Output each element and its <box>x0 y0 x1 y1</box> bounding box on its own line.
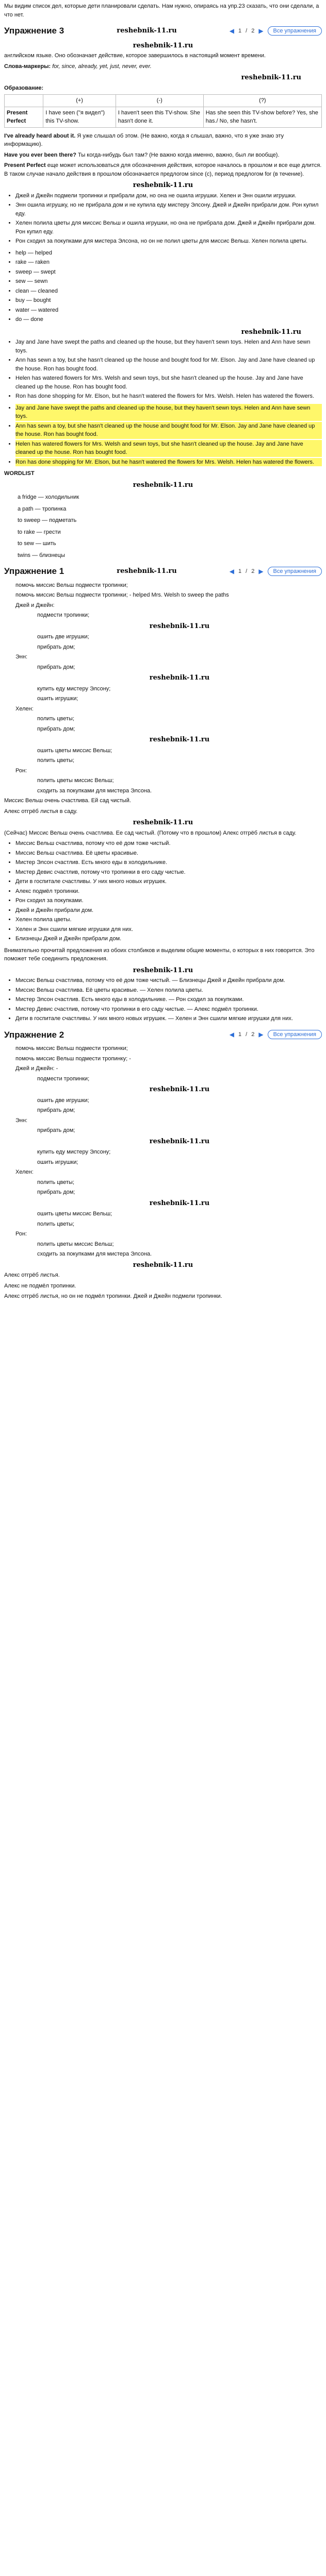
task-item: подмести тропинки; <box>37 1075 90 1082</box>
task-item: полить цветы; <box>37 1221 74 1227</box>
list-item: a path — тропинка <box>18 505 67 512</box>
table-corner <box>5 95 43 107</box>
pp-rule-label: Present Perfect <box>4 162 46 168</box>
list-item: to rake — грести <box>18 529 61 535</box>
task-item: полить цветы; <box>37 716 74 722</box>
pager <box>230 26 322 36</box>
list-item: twins — близнецы <box>18 552 65 558</box>
watermark: reshebnik-11.ru <box>133 481 193 489</box>
task-item: ошить цветы миссис Вельш; <box>37 747 112 754</box>
pp-rule <box>4 161 322 178</box>
task-item: купить еду мистеру Элсону; <box>37 685 111 692</box>
list-item: • clean — cleaned <box>15 287 322 296</box>
list-item: • Рон сходил за покупками. <box>15 896 322 905</box>
table-row-label: Present Perfect <box>5 107 43 127</box>
watermark: reshebnik-11.ru <box>133 819 193 826</box>
task-item: ошить игрушки; <box>37 1159 78 1165</box>
list-item: • sweep — swept <box>15 268 322 277</box>
list-item: • Helen has watered flowers for Mrs. Welsh and sewn toys, but she hasn't cleaned up the house. Jay and Jane have cleaned up the house. Ron has bought food. <box>15 440 322 457</box>
wordlist-title: WORDLIST <box>4 470 35 477</box>
task-item: ошить цветы миссис Вельш; <box>37 1211 112 1217</box>
table-header-minus: (-) <box>116 95 203 107</box>
list-item: • Jay and Jane have swept the paths and cleaned up the house, but they haven't sewn toys. Helen and Ann have sewn toys. <box>15 338 322 355</box>
watermark: reshebnik-11.ru <box>133 41 193 49</box>
example-1-en: I've already heard about it. <box>4 132 76 139</box>
all-exercises-button[interactable]: Все упражнения <box>268 1030 322 1039</box>
watermark: reshebnik-11.ru <box>133 181 193 189</box>
all-exercises-button[interactable]: Все упражнения <box>268 567 322 576</box>
exercise-header-1 <box>4 24 322 38</box>
task-item: подмести тропинки; <box>37 612 90 618</box>
table-cell-minus: I haven't seen this TV-show. She hasn't done it. <box>116 107 203 127</box>
list-item: • Рон сходил за покупками для мистера Элсона, но он не полил цветы для миссис Вельш. Хелен полила цветы. <box>15 237 322 246</box>
list-item: • Дети в госпитале счастливы. У них много новых игрушек. <box>15 877 322 886</box>
tail-line: Алекс отгрёб листья. <box>4 1272 60 1278</box>
task-line: помочь миссис Вельш подмести тропинки; <box>15 1045 128 1052</box>
list-item: • Мистер Девис счастлив, потому что тропинки в его саду чистые. <box>15 868 322 877</box>
list-item: • buy — bought <box>15 296 322 305</box>
para-2-line: Миссис Вельш очень счастлива. Ей сад чистый. <box>4 798 131 804</box>
pager <box>230 1030 322 1039</box>
exercise-title: Упражнение 1 <box>4 566 64 576</box>
page-current: 1 <box>238 1031 242 1038</box>
page-next: 2 <box>251 27 255 34</box>
next-arrow-icon[interactable]: ▶ <box>258 27 264 35</box>
task-person: Хелен: <box>15 1169 34 1175</box>
exercise-title: Упражнение 3 <box>4 26 64 36</box>
prev-arrow-icon[interactable]: ◀ <box>229 1031 235 1039</box>
intro-text: Мы видим список дел, которые дети планировали сделать. Нам нужно, опираясь на упр.23 сказать, что они сделали, а что нет. <box>4 3 319 18</box>
watermark: reshebnik-11.ru <box>241 74 301 81</box>
answers-list <box>4 338 322 401</box>
list-item: • Миссис Вельш счастлива. Её цветы красивые. — Хелен полила цветы. <box>15 986 322 995</box>
list-ru-3 <box>4 839 322 943</box>
list-item: • Джей и Джейн подмели тропинки и прибрали дом, но она не ошила игрушки. Хелен и Энн ошили игрушки. <box>15 192 322 200</box>
page-sep: / <box>246 568 248 574</box>
list-item: • sew — sewn <box>15 277 322 286</box>
example-1-tr: Я уже слышал об этом. (Не важно, когда я слышал, важно, что я уже знаю эту информацию). <box>4 132 284 147</box>
list-item: • Алекс подмёл тропинки. <box>15 887 322 896</box>
task-person: Рон: <box>15 767 27 774</box>
watermark: reshebnik-11.ru <box>149 1086 210 1093</box>
task-item: прибрать дом; <box>37 664 75 670</box>
markers-line <box>4 62 322 71</box>
task-item: сходить за покупками для мистера Элсона. <box>37 787 152 794</box>
task-person: Джей и Джейн: <box>15 602 55 608</box>
list-item: • Дети в госпитале счастливы. У них много новых игрушек. — Хелен и Энн сшили мягкие игрушки для них. <box>15 1014 322 1023</box>
list-item: • Энн ошила игрушку, но не прибрала дом и не купила еду мистеру Элсону. Джей и Джейн прибрали дом. Рон купил еду. <box>15 201 322 218</box>
all-exercises-button[interactable]: Все упражнения <box>268 26 322 36</box>
task-item: ошить две игрушки; <box>37 634 89 640</box>
list-item: • Джей и Джейн прибрали дом. <box>15 906 322 915</box>
exercise-title: Упражнение 2 <box>4 1029 64 1040</box>
list-item: • Хелен полила цветы для миссис Вельш и ошила игрушки, но она не прибрала дом. Джей и Джейн прибрали дом. Рон купил еду. <box>15 219 322 236</box>
prev-arrow-icon[interactable]: ◀ <box>229 27 234 35</box>
exercise-header-2 <box>4 565 322 578</box>
formation-table <box>4 94 322 128</box>
task-line: помочь миссис Вельш подмести тропинки; <box>15 582 128 588</box>
list-item: • Ann has sewn a toy, but she hasn't cleaned up the house and bought food for Mr. Elson. Jay and Jane have cleaned up the house. Ron has bought food. <box>15 356 322 373</box>
watermark: reshebnik-11.ru <box>117 27 177 35</box>
watermark: reshebnik-11.ru <box>149 736 210 743</box>
task-item: прибрать дом; <box>37 1189 75 1195</box>
list-ru-4 <box>4 976 322 1023</box>
table-cell-question: Has she seen this TV-show before? Yes, she has./ No, she hasn't. <box>203 107 321 127</box>
list-item: • Миссис Вельш счастлива, потому что её дом тоже чистый. — Близнецы Джей и Джейн прибрали дом. <box>15 976 322 985</box>
para-2-line: Алекс отгрёб листья в саду. <box>4 808 78 815</box>
list-item: • water — watered <box>15 306 322 315</box>
list-item: • Хелен полила цветы. <box>15 916 322 924</box>
list-item: • Jay and Jane have swept the paths and cleaned up the house, but they haven't sewn toys. Helen and Ann have sewn toys. <box>15 404 322 421</box>
task-item: полить цветы миссис Вельш; <box>37 1241 114 1247</box>
task-person: Джей и Джейн: - <box>15 1065 58 1072</box>
task-person: Рон: <box>15 1231 27 1237</box>
exercise-header-3 <box>4 1028 322 1042</box>
task-line: помочь миссис Вельш подмести тропинки; - helped Mrs. Welsh to sweep the paths <box>15 592 229 598</box>
page-current: 1 <box>238 568 242 574</box>
table-header-plus: (+) <box>43 95 116 107</box>
prev-arrow-icon[interactable]: ◀ <box>229 567 234 575</box>
example-2 <box>4 151 322 160</box>
table-header-question: (?) <box>203 95 321 107</box>
markers-label: Слова-маркеры: <box>4 63 51 70</box>
page-sep: / <box>246 27 248 34</box>
tail-line: Алекс не подмёл тропинки. <box>4 1282 76 1289</box>
list-item: • Ann has sewn a toy, but she hasn't cleaned up the house and bought food for Mr. Elson. Jay and Jane have cleaned up the house. Ron has bought food. <box>15 422 322 439</box>
list-item: to sweep — подметать <box>18 517 77 523</box>
markers-text: for, since, already, yet, just, never, ever. <box>52 63 152 70</box>
list-item: • Миссис Вельш счастлива. Её цветы красивые. <box>15 849 322 858</box>
list-item: • Мистер Девис счастлив, потому что тропинки в его саду чистые. — Алекс подмёл тропинки. <box>15 1005 322 1014</box>
watermark: reshebnik-11.ru <box>149 1137 210 1145</box>
example-2-tr: Ты когда-нибудь был там? (Не важно когда именно, важно, был ли вообще). <box>78 151 280 158</box>
task-item: прибрать дом; <box>37 725 75 732</box>
task-item: ошить игрушки; <box>37 696 78 702</box>
next-arrow-icon[interactable]: ▶ <box>258 567 264 575</box>
page-current: 1 <box>238 27 242 34</box>
theory-line: английском языке. Оно обозначает действие, которое завершилось в настоящий момент времени. <box>4 53 266 59</box>
pp-rule-text: еще может использоваться для обозначения действия, которое началось в прошлом и все еще длится. В таком случае начало действия в прошлом обозначается предлогом since (с), период предлогом for (в течение). <box>4 162 322 177</box>
watermark: reshebnik-11.ru <box>133 966 193 974</box>
formation-label: Образование: <box>4 84 44 91</box>
page-sep: / <box>246 1031 248 1038</box>
task-item: полить цветы; <box>37 757 74 764</box>
watermark: reshebnik-11.ru <box>149 674 210 682</box>
list-item: • Helen has watered flowers for Mrs. Welsh and sewn toys, but she hasn't cleaned up the house. Jay and Jane have cleaned up the house. Ron has bought food. <box>15 374 322 391</box>
list-item: • help — helped <box>15 249 322 258</box>
example-1 <box>4 132 322 149</box>
task-item: полить цветы миссис Вельш; <box>37 777 114 784</box>
watermark: reshebnik-11.ru <box>241 328 301 336</box>
list-ru-1 <box>4 192 322 246</box>
tail-line: Алекс отгрёб листья, но он не подмёл тропинки. Джей и Джейн подмели тропинки. <box>4 1293 222 1299</box>
task-person: Хелен: <box>15 705 34 712</box>
list-item: • Ron has done shopping for Mr. Elson, but he hasn't watered the flowers for Mrs. Welsh. Helen has watered the flowers. <box>15 392 322 401</box>
list-item: • Миссис Вельш счастлива, потому что её дом тоже чистый. <box>15 839 322 848</box>
para-3: Внимательно прочитай предложения из обоих столбиков и выделим общие моменты, о которых в них говорится. Это поможет тебе соединить предложения. <box>4 947 315 962</box>
task-item: сходить за покупками для мистера Элсона. <box>37 1251 152 1257</box>
pager <box>230 567 322 576</box>
example-2-en: Have you ever been there? <box>4 151 77 158</box>
list-item: • Близнецы Джей и Джейн прибрали дом. <box>15 935 322 943</box>
task-line: помочь миссис Вельш подмести тропинку; - <box>15 1055 131 1062</box>
watermark: reshebnik-11.ru <box>149 622 210 630</box>
task-item: купить еду мистеру Элсону; <box>37 1149 111 1155</box>
wordlist <box>4 493 322 560</box>
watermark: reshebnik-11.ru <box>117 567 177 575</box>
page-next: 2 <box>251 1031 255 1038</box>
list-item: • Ron has done shopping for Mr. Elson, but he hasn't watered the flowers for Mrs. Welsh. Helen has watered the flowers. <box>15 458 322 467</box>
watermark: reshebnik-11.ru <box>149 1199 210 1207</box>
task-person: Энн: <box>15 1117 28 1124</box>
vocab-list <box>4 249 322 324</box>
list-item: • do — done <box>15 315 322 324</box>
list-item: • Мистер Элсон счастлив. Есть много еды в холодильнике. — Рон сходил за покупками. <box>15 995 322 1004</box>
task-item: полить цветы; <box>37 1179 74 1185</box>
next-arrow-icon[interactable]: ▶ <box>258 1031 264 1039</box>
list-item: a fridge — холодильник <box>18 494 79 500</box>
table-cell-plus: I have seen ("я видел") this TV-show. <box>43 107 116 127</box>
para-2-line: (Сейчас) Миссис Вельш очень счастлива. Ее сад чистый. (Потому что в прошлом) Алекс отгрёб листья в саду. <box>4 829 297 836</box>
watermark: reshebnik-11.ru <box>133 1261 193 1269</box>
list-item: to sew — шить <box>18 540 56 547</box>
list-item: • Хелен и Энн сшили мягкие игрушки для них. <box>15 925 322 934</box>
task-item: прибрать дом; <box>37 1107 75 1113</box>
task-person: Энн: <box>15 654 28 660</box>
page-next: 2 <box>251 568 255 574</box>
task-item: прибрать дом; <box>37 643 75 650</box>
task-item: прибрать дом; <box>37 1127 75 1133</box>
list-item: • rake — raken <box>15 258 322 267</box>
answers-highlighted-list <box>4 404 322 467</box>
list-item: • Мистер Элсон счастлив. Есть много еды в холодильнике. <box>15 858 322 867</box>
task-item: ошить две игрушки; <box>37 1097 89 1104</box>
